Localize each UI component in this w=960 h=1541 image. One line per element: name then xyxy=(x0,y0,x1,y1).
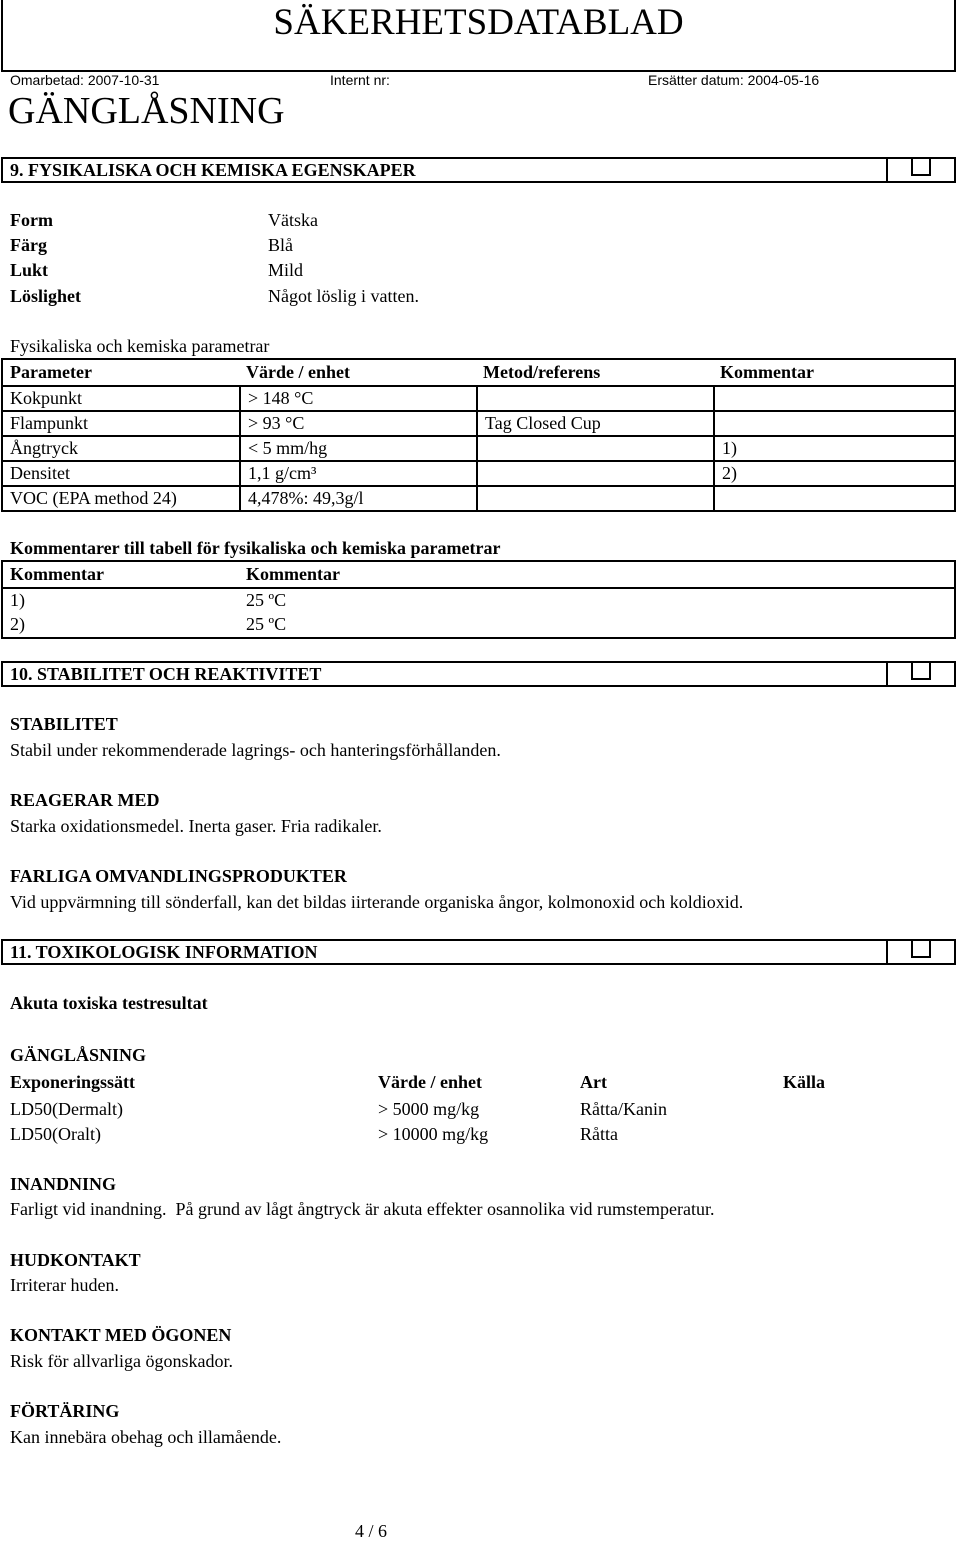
table-cell xyxy=(476,437,713,460)
ingestion-text: Kan innebära obehag och illamående. xyxy=(10,1427,282,1447)
hazardous-products-title: FARLIGA OMVANDLINGSPRODUKTER xyxy=(10,866,347,886)
tox-header-cell: Värde / enhet xyxy=(378,1072,482,1092)
table-cell xyxy=(476,487,713,510)
checkbox-icon xyxy=(911,939,931,958)
tox-cell: Råtta/Kanin xyxy=(580,1099,667,1119)
table-row xyxy=(3,410,954,435)
skin-contact-title: HUDKONTAKT xyxy=(10,1250,141,1270)
table-row xyxy=(3,460,954,485)
table-cell: Ångtryck xyxy=(10,438,78,458)
section-10-title: 10. STABILITET OCH REAKTIVITET xyxy=(10,664,322,684)
table-cell xyxy=(713,387,954,410)
table-row xyxy=(3,485,954,510)
tox-header-cell: Källa xyxy=(783,1072,826,1092)
property-value-odor: Mild xyxy=(268,260,304,280)
table-row xyxy=(3,385,954,410)
header-box xyxy=(1,0,956,72)
table-cell xyxy=(476,462,713,485)
stability-text: Stabil under rekommenderade lagrings- och hanteringsförhållanden. xyxy=(10,740,501,760)
section-header-divider xyxy=(886,663,888,685)
table-cell: 25 ºC xyxy=(246,614,287,634)
table-cell: > 148 °C xyxy=(239,387,476,410)
section-header-divider xyxy=(886,941,888,963)
tox-header-cell: Art xyxy=(580,1072,607,1092)
table-header-cell: Metod/referens xyxy=(483,362,601,382)
acute-toxicity-title: Akuta toxiska testresultat xyxy=(10,993,208,1013)
tox-header-cell: Exponeringssätt xyxy=(10,1072,136,1092)
table-header-cell: Kommentar xyxy=(720,362,814,382)
tox-cell: > 10000 mg/kg xyxy=(378,1124,489,1144)
ingestion-title: FÖRTÄRING xyxy=(10,1401,120,1421)
section-11-title: 11. TOXIKOLOGISK INFORMATION xyxy=(10,942,318,962)
internal-number: Internt nr: xyxy=(330,72,390,88)
table-cell: Densitet xyxy=(10,463,70,483)
table-header-cell: Värde / enhet xyxy=(246,362,350,382)
property-value-color: Blå xyxy=(268,235,293,255)
table-cell xyxy=(713,412,954,435)
section-11-header xyxy=(1,939,956,965)
reacts-with-title: REAGERAR MED xyxy=(10,790,160,810)
property-label-solubility: Löslighet xyxy=(10,286,82,306)
property-label-form: Form xyxy=(10,210,53,230)
inhalation-text: Farligt vid inandning. På grund av lågt ångtryck är akuta effekter osannolika vid rumstemperatur. xyxy=(10,1199,715,1219)
property-value-form: Vätska xyxy=(268,210,318,230)
table-row xyxy=(3,587,954,612)
table-cell: 2) xyxy=(713,462,954,485)
checkbox-icon xyxy=(911,157,931,176)
replaces-date: Ersätter datum: 2004-05-16 xyxy=(648,72,820,88)
inhalation-title: INANDNING xyxy=(10,1174,117,1194)
table-header-cell: Kommentar xyxy=(246,564,340,584)
tox-cell: LD50(Dermalt) xyxy=(10,1099,123,1119)
hazardous-products-text: Vid uppvärmning till sönderfall, kan det bildas iirterande organiska ångor, kolmonoxid och koldioxid. xyxy=(10,892,744,912)
table-cell: 1) xyxy=(10,590,25,610)
section-10-header xyxy=(1,661,956,687)
product-name: GÄNGLÅSNING xyxy=(8,90,285,132)
table-header-row xyxy=(3,562,954,587)
table-cell xyxy=(713,487,954,510)
section-header-divider xyxy=(886,159,888,181)
tox-product-label: GÄNGLÅSNING xyxy=(10,1045,147,1065)
params-title: Fysikaliska och kemiska parametrar xyxy=(10,336,270,356)
table-cell: 2) xyxy=(10,614,25,634)
property-value-solubility: Något löslig i vatten. xyxy=(268,286,419,306)
table-cell xyxy=(476,387,713,410)
section-9-header xyxy=(1,157,956,183)
table-cell: 1,1 g/cm³ xyxy=(239,462,476,485)
document-title: SÄKERHETSDATABLAD xyxy=(273,2,684,43)
tox-cell: Råtta xyxy=(580,1124,618,1144)
section-9-title: 9. FYSIKALISKA OCH KEMISKA EGENSKAPER xyxy=(10,160,416,180)
revised-date: Omarbetad: 2007-10-31 xyxy=(10,72,160,88)
table-cell: VOC (EPA method 24) xyxy=(10,488,177,508)
table-cell: < 5 mm/hg xyxy=(239,437,476,460)
table-row xyxy=(3,435,954,460)
table-cell: 4,478%: 49,3g/l xyxy=(239,487,476,510)
table-header-cell: Parameter xyxy=(10,362,92,382)
table-cell: 1) xyxy=(713,437,954,460)
table-cell: Flampunkt xyxy=(10,413,89,433)
checkbox-icon xyxy=(911,661,931,680)
eye-contact-text: Risk för allvarliga ögonskador. xyxy=(10,1351,233,1371)
skin-contact-text: Irriterar huden. xyxy=(10,1275,119,1295)
table-cell: Tag Closed Cup xyxy=(476,412,713,435)
tox-cell: > 5000 mg/kg xyxy=(378,1099,480,1119)
table-header-row xyxy=(3,360,954,385)
table-cell: Kokpunkt xyxy=(10,388,82,408)
reacts-with-text: Starka oxidationsmedel. Inerta gaser. Fria radikaler. xyxy=(10,816,382,836)
property-label-color: Färg xyxy=(10,235,47,255)
params-table xyxy=(1,358,956,512)
table-cell: > 93 °C xyxy=(239,412,476,435)
page-number: 4 / 6 xyxy=(355,1521,388,1541)
table-cell: 25 ºC xyxy=(246,590,287,610)
property-label-odor: Lukt xyxy=(10,260,49,280)
table-header-cell: Kommentar xyxy=(10,564,104,584)
eye-contact-title: KONTAKT MED ÖGONEN xyxy=(10,1325,232,1345)
tox-cell: LD50(Oralt) xyxy=(10,1124,101,1144)
page-number-clip xyxy=(355,1519,415,1541)
table-row xyxy=(3,612,954,637)
comments-title: Kommentarer till tabell för fysikaliska och kemiska parametrar xyxy=(10,538,501,558)
comments-table xyxy=(1,560,956,639)
stability-title: STABILITET xyxy=(10,714,118,734)
